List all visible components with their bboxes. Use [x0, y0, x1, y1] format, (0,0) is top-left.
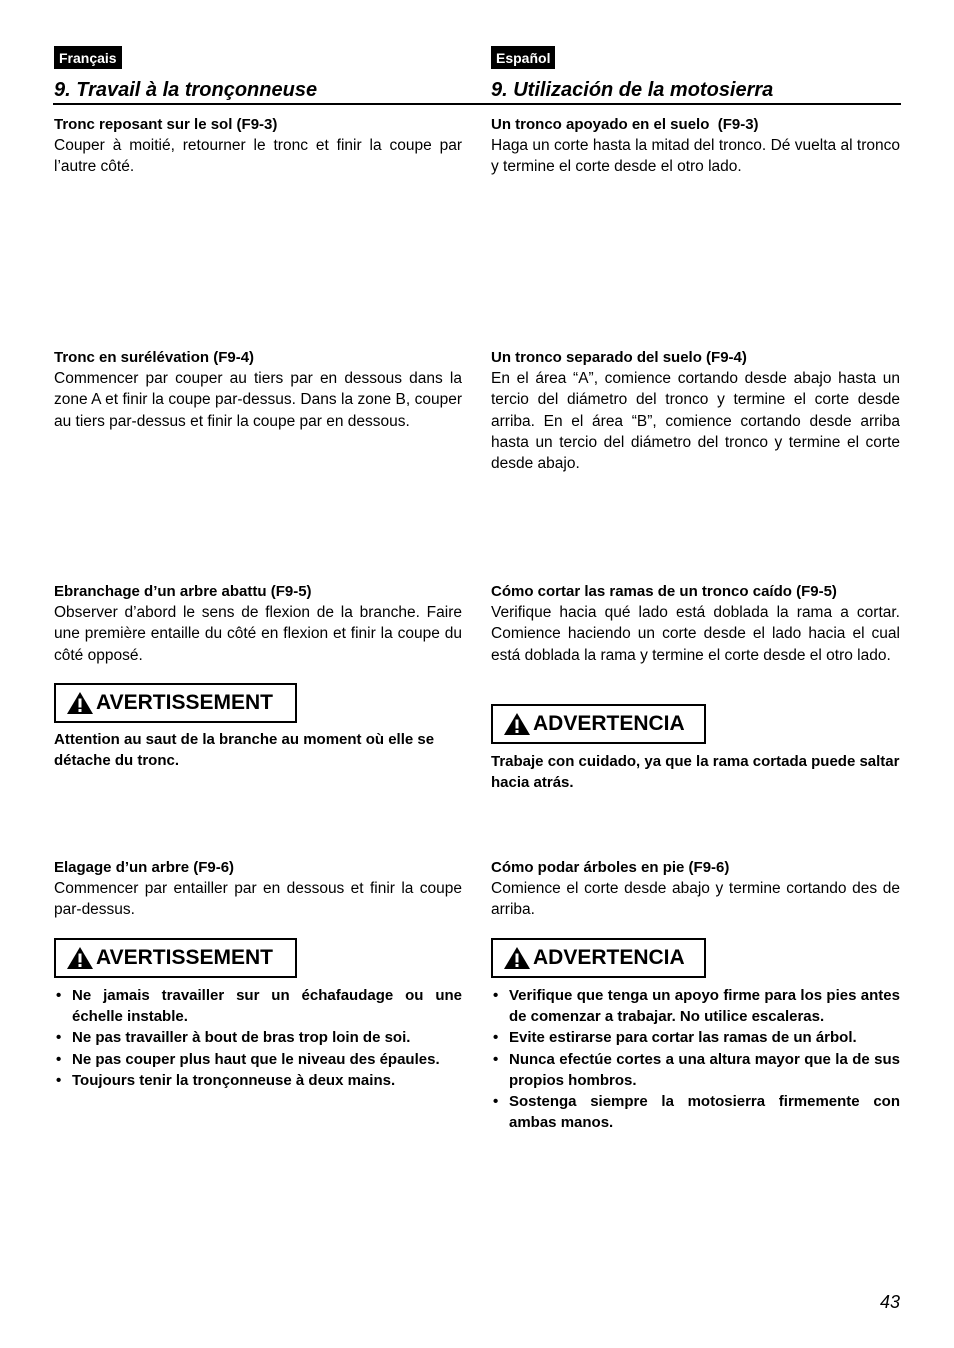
list-item: • Toujours tenir la tronçonneuse à deux mains.	[54, 1070, 462, 1091]
subsection-body: Commencer par couper au tiers par en dessous dans la zone A et finir la coupe par-dessus. Dans la zone B, couper au tiers par-dessus et finir la coupe par en dessous.	[54, 370, 462, 430]
warning-label: ADVERTENCIA	[533, 712, 685, 735]
list-item: • Ne pas travailler à bout de bras trop loin de soi.	[54, 1027, 462, 1048]
subsection-heading: Cómo cortar las ramas de un tronco caído (F9-5)	[491, 583, 837, 600]
warning-label: ADVERTENCIA	[533, 946, 685, 969]
list-item: • Sostenga siempre la motosierra firmemente con ambas manos.	[491, 1091, 900, 1133]
subsection-body: Comience el corte desde abajo y termine cortando des de arriba.	[491, 880, 900, 919]
subsection-heading: Tronc en surélévation (F9-4)	[54, 349, 255, 366]
language-label: Español	[491, 46, 555, 69]
subsection-heading: Cómo podar árboles en pie (F9-6)	[491, 859, 730, 876]
subsection-heading: Un tronco separado del suelo (F9-4)	[491, 349, 747, 366]
section-log-elevated	[54, 347, 462, 432]
warning-list	[491, 985, 900, 1133]
subsection-body: Commencer par entailler par en dessous et finir la coupe par-dessus.	[54, 880, 462, 919]
section-log-elevated	[491, 347, 900, 474]
warning-box	[54, 938, 297, 978]
warning-triangle-icon	[503, 946, 531, 970]
subsection-body: Verifique hacia qué lado está doblada la rama a cortar. Comience haciendo un corte desde el lado hacia el cual está doblada la rama y termine el corte desde el otro lado.	[491, 604, 900, 664]
warning-box	[54, 683, 297, 723]
warning-triangle-icon	[66, 946, 94, 970]
list-item: • Evite estirarse para cortar las ramas de un árbol.	[491, 1027, 900, 1048]
subsection-body: En el área “A”, comience cortando desde abajo hasta un tercio del diámetro del tronco y termine el corte desde arriba. En el área “B”, comience cortando desde arriba hasta un tercio del diámetro del tronco y termine el corte desde abajo.	[491, 370, 900, 473]
list-item: • Ne jamais travailler sur un échafaudage ou une échelle instable.	[54, 985, 462, 1027]
list-item: • Ne pas couper plus haut que le niveau des épaules.	[54, 1049, 462, 1070]
subsection-body: Haga un corte hasta la mitad del tronco. Dé vuelta al tronco y termine el corte desde el otro lado.	[491, 137, 900, 176]
section-limbing	[491, 581, 900, 666]
warning-box	[491, 938, 706, 978]
subsection-heading: Ebranchage d’un arbre abattu (F9-5)	[54, 583, 312, 600]
warning-text: Attention au saut de la branche au moment où elle se détache du tronc.	[54, 731, 435, 770]
warning-list	[54, 985, 462, 1091]
spanish-column	[491, 46, 900, 1132]
subsection-heading: Tronc reposant sur le sol (F9-3)	[54, 116, 278, 133]
french-column	[54, 46, 462, 1089]
section-title: 9. Utilización de la motosierra	[491, 79, 774, 101]
section-log-on-ground	[54, 114, 462, 178]
subsection-heading: Un tronco apoyado en el suelo (F9-3)	[491, 116, 759, 133]
header-rule	[53, 103, 901, 105]
warning-text: Trabaje con cuidado, ya que la rama cortada puede saltar hacia atrás.	[491, 753, 900, 792]
list-item: • Nunca efectúe cortes a una altura mayor que la de sus propios hombros.	[491, 1049, 900, 1091]
section-title: 9. Travail à la tronçonneuse	[54, 79, 318, 101]
warning-box	[491, 704, 706, 744]
warning-triangle-icon	[66, 691, 94, 715]
section-log-on-ground	[491, 114, 900, 178]
page-number: 43	[879, 1292, 900, 1312]
subsection-heading: Elagage d’un arbre (F9-6)	[54, 859, 235, 876]
section-pruning	[54, 857, 462, 921]
section-pruning	[491, 857, 900, 921]
subsection-body: Observer d’abord le sens de flexion de la branche. Faire une première entaille du côté en flexion et finir la coupe du côté opposé.	[54, 604, 462, 664]
section-limbing	[54, 581, 462, 666]
subsection-body: Couper à moitié, retourner le tronc et finir la coupe par l’autre côté.	[54, 137, 462, 176]
list-item: • Verifique que tenga un apoyo firme para los pies antes de comenzar a trabajar. No utilice escaleras.	[491, 985, 900, 1027]
language-label: Français	[54, 46, 122, 69]
warning-triangle-icon	[503, 712, 531, 736]
warning-label: AVERTISSEMENT	[96, 946, 273, 969]
warning-label: AVERTISSEMENT	[96, 691, 273, 714]
